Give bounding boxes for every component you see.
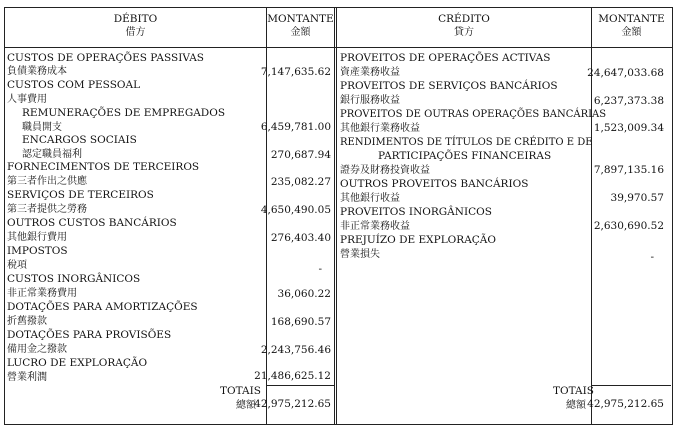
credit-amount: 1,523,009.34 [593, 122, 664, 134]
column-divider [334, 7, 335, 424]
credit-label: 銀行服務收益 [340, 95, 400, 106]
debit-amount: - [318, 263, 322, 275]
debit-label: ENCARGOS SOCIAIS [22, 134, 137, 146]
debit-amount: 7,147,635.62 [260, 66, 331, 78]
credit-label: 其他銀行收益 [340, 193, 400, 204]
credit-totals-label-zh: 總額 [566, 400, 586, 411]
debit-label: 人事費用 [7, 94, 47, 105]
debit-header-zh: 借方 [125, 27, 146, 38]
debit-label: CUSTOS DE OPERAÇÕES PASSIVAS [7, 52, 204, 64]
debit-label: 負債業務成本 [7, 66, 67, 77]
amount-header-pt: MONTANTE [267, 13, 334, 25]
credit-header-zh: 貸方 [454, 27, 474, 38]
debit-label: 營業利潤 [7, 372, 47, 383]
debit-amount: 276,403.40 [270, 232, 331, 244]
credit-totals-label: TOTAIS [553, 385, 594, 397]
credit-amount: 6,237,373.38 [593, 95, 664, 107]
debit-label: 認定職員福利 [22, 149, 82, 160]
debit-label: OUTROS CUSTOS BANCÁRIOS [7, 217, 177, 229]
debit-label: REMUNERAÇÕES DE EMPREGADOS [22, 107, 226, 119]
amount-header-pt: MONTANTE [598, 13, 665, 25]
amount-header-zh: 金額 [621, 27, 642, 38]
credit-header-pt: CRÉDITO [438, 13, 490, 25]
debit-label: 其他銀行費用 [7, 232, 67, 243]
credit-amount: 39,970.57 [610, 192, 664, 204]
credit-label: PROVEITOS DE OPERAÇÕES ACTIVAS [340, 52, 551, 64]
debit-header [5, 13, 266, 39]
debit-amount: 168,690.57 [270, 316, 331, 328]
credit-label: 證券及財務投資收益 [340, 165, 430, 176]
credit-amount: - [650, 251, 654, 263]
debit-label: 非正常業務費用 [7, 288, 77, 299]
debit-amount-header [267, 13, 334, 39]
credit-label: PROVEITOS DE SERVIÇOS BANCÁRIOS [340, 80, 558, 92]
debit-label: 第三者提供之勞務 [7, 204, 87, 215]
credit-amount: 24,647,033.68 [587, 67, 664, 79]
credit-label: 非正常業務收益 [340, 221, 410, 232]
debit-label: 職員開支 [22, 122, 62, 133]
header-rule [4, 47, 672, 48]
total-rule [266, 385, 334, 386]
credit-label: OUTROS PROVEITOS BANCÁRIOS [340, 178, 529, 190]
credit-label: PARTICIPAÇÕES FINANCEIRAS [378, 150, 552, 162]
debit-label: CUSTOS COM PESSOAL [7, 79, 141, 91]
credit-amount: 7,897,135.16 [593, 164, 664, 176]
debit-label: LUCRO DE EXPLORAÇÃO [7, 357, 148, 369]
debit-totals-label-zh: 總額 [236, 400, 256, 411]
debit-total: 42,975,212.65 [254, 398, 331, 410]
debit-label: FORNECIMENTOS DE TERCEIROS [7, 161, 200, 173]
credit-label: RENDIMENTOS DE TÍTULOS DE CRÉDITO E DE [340, 137, 593, 148]
credit-label: 其他銀行業務收益 [340, 123, 420, 134]
credit-label: 營業損失 [340, 249, 380, 260]
credit-total: 42,975,212.65 [587, 398, 664, 410]
amount-header-zh: 金額 [290, 27, 311, 38]
debit-amount: 36,060.22 [277, 288, 331, 300]
credit-amount: 2,630,690.52 [593, 220, 664, 232]
debit-label: 備用金之撥款 [7, 344, 67, 355]
debit-amount: 235,082.27 [270, 176, 331, 188]
debit-label: SERVIÇOS DE TERCEIROS [7, 189, 154, 201]
debit-totals-label: TOTAIS [220, 385, 261, 397]
credit-amount-header [592, 13, 671, 39]
debit-amount: 4,650,490.05 [260, 204, 331, 216]
debit-label: 稅項 [7, 260, 27, 271]
debit-amount: 6,459,781.00 [260, 121, 331, 133]
credit-label: PREJUÍZO DE EXPLORAÇÃO [340, 234, 497, 246]
credit-label: PROVEITOS INORGÂNICOS [340, 206, 492, 218]
debit-label: IMPOSTOS [7, 245, 68, 257]
debit-label: CUSTOS INORGÂNICOS [7, 273, 141, 285]
debit-label: DOTAÇÕES PARA AMORTIZAÇÕES [7, 301, 198, 313]
debit-amount: 21,486,625.12 [254, 370, 331, 382]
debit-label: 折舊撥款 [7, 316, 47, 327]
column-divider [336, 7, 337, 424]
credit-label: 資產業務收益 [340, 67, 400, 78]
debit-label: 第三者作出之供應 [7, 176, 87, 187]
credit-header [337, 13, 591, 39]
total-rule [591, 385, 671, 386]
credit-label: PROVEITOS DE OUTRAS OPERAÇÕES BANCÁRIAS [340, 109, 607, 120]
debit-amount: 270,687.94 [270, 149, 331, 161]
debit-amount: 2,243,756.46 [260, 344, 331, 356]
debit-label: DOTAÇÕES PARA PROVISÕES [7, 329, 172, 341]
debit-header-pt: DÉBITO [113, 13, 158, 25]
